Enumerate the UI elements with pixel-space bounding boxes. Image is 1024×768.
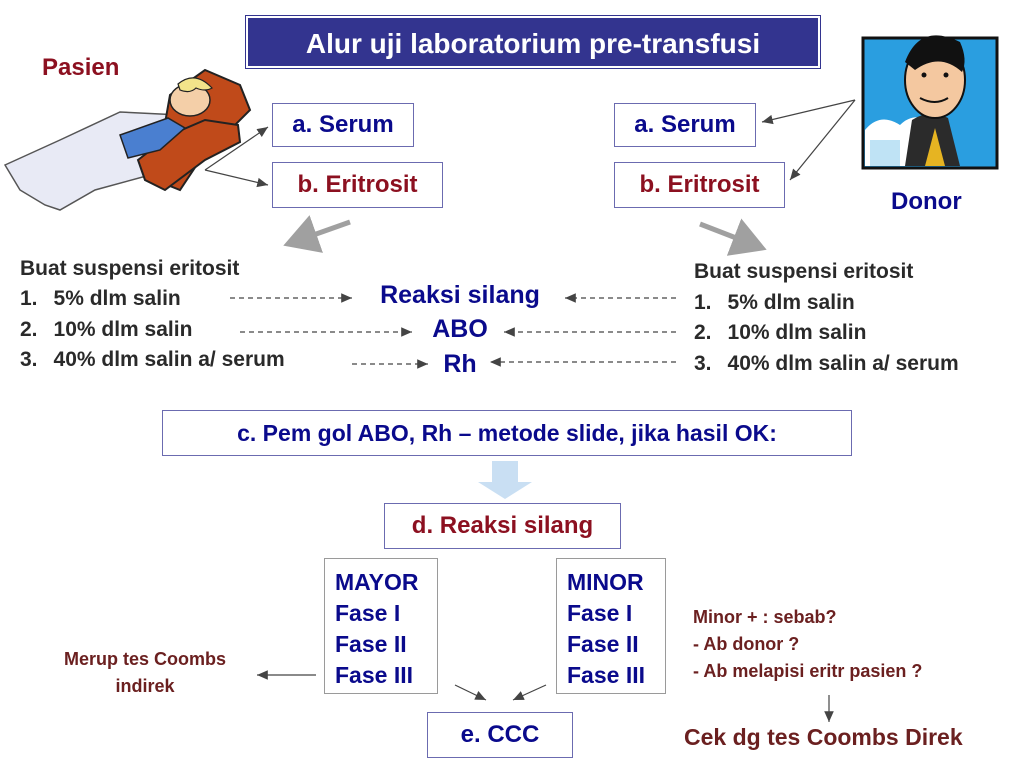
- minor-phase-2: Fase II: [567, 631, 639, 657]
- donor-suspension-item-2: 2. 10% dlm salin: [694, 321, 867, 344]
- minor-phase-1: Fase I: [567, 600, 633, 626]
- center-reaksi-silang: Reaksi silang: [380, 281, 540, 309]
- donor-suspension-item-1: 1. 5% dlm salin: [694, 291, 855, 314]
- center-rh: Rh: [443, 350, 477, 378]
- donor-serum-box: a. Serum: [614, 103, 756, 147]
- patient-suspension-heading: Buat suspensi eritosit: [20, 257, 240, 280]
- donor-suspension-heading: Buat suspensi eritosit: [694, 260, 914, 283]
- mayor-phase-1: Fase I: [335, 600, 401, 626]
- mayor-title: MAYOR: [335, 569, 419, 595]
- minor-note-line-1: Minor + : sebab?: [693, 607, 837, 627]
- mayor-box: [324, 558, 438, 694]
- mayor-phase-3: Fase III: [335, 662, 413, 688]
- mayor-phase-2: Fase II: [335, 631, 407, 657]
- donor-suspension-item-3: 3. 40% dlm salin a/ serum: [694, 352, 959, 375]
- coombs-direct-text: Cek dg tes Coombs Direk: [684, 724, 963, 750]
- step-c-box: c. Pem gol ABO, Rh – metode slide, jika hasil OK:: [162, 410, 852, 456]
- donor-eritrosit-box: b. Eritrosit: [614, 162, 785, 208]
- arrow-patient-serum: [205, 127, 268, 170]
- page-title: Alur uji laboratorium pre-transfusi: [246, 16, 820, 68]
- coombs-indirect-line-1: Merup tes Coombs: [63, 649, 227, 669]
- patient-label: Pasien: [42, 54, 120, 81]
- patient-suspension-item-1: 1. 5% dlm salin: [20, 287, 181, 310]
- donor-label: Donor: [891, 188, 962, 215]
- patient-suspension-item-2: 2. 10% dlm salin: [20, 318, 193, 341]
- arrow-minor-ccc: [513, 685, 546, 700]
- minor-box: [556, 558, 666, 694]
- coombs-indirect-line-2: indirek: [115, 676, 175, 696]
- patient-suspension-item-3: 3. 40% dlm salin a/ serum: [20, 348, 285, 371]
- center-abo: ABO: [432, 315, 488, 343]
- arrow-donor-eritrosit: [790, 100, 855, 180]
- coombs-indirect-note: [40, 646, 250, 700]
- minor-phase-3: Fase III: [567, 662, 645, 688]
- arrow-patient-down: [288, 222, 350, 244]
- step-d-box: d. Reaksi silang: [384, 503, 621, 549]
- block-arrow-down: [478, 461, 532, 499]
- arrow-patient-eritrosit: [205, 170, 268, 185]
- patient-eritrosit-box: b. Eritrosit: [272, 162, 443, 208]
- minor-note: [693, 604, 922, 685]
- step-e-box: e. CCC: [427, 712, 573, 758]
- patient-serum-box: a. Serum: [272, 103, 414, 147]
- arrow-donor-serum: [762, 100, 855, 122]
- arrow-mayor-ccc: [455, 685, 486, 700]
- minor-note-line-2: - Ab donor ?: [693, 634, 800, 654]
- arrow-donor-down: [700, 224, 762, 248]
- minor-title: MINOR: [567, 569, 644, 595]
- minor-note-line-3: - Ab melapisi eritr pasien ?: [693, 661, 923, 681]
